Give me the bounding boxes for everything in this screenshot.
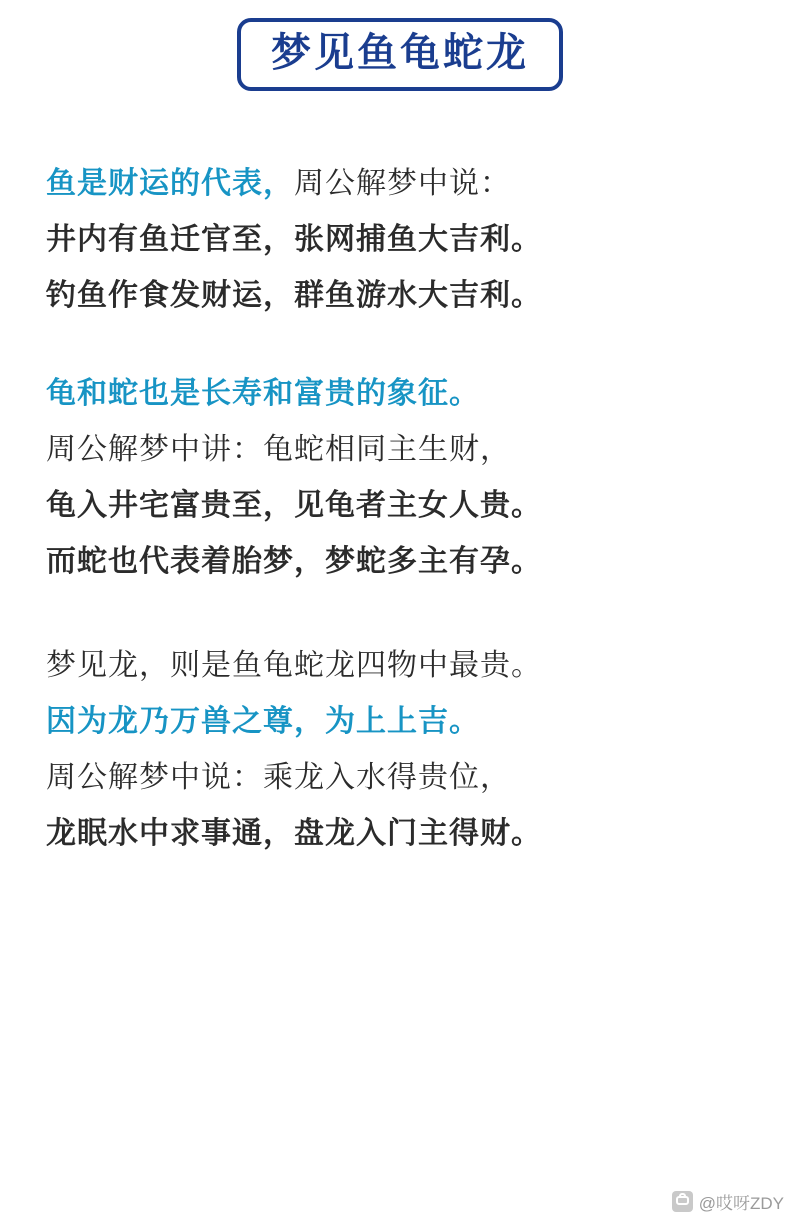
watermark-text: @哎呀ZDY (698, 1194, 784, 1213)
paragraph-turtle-snake (46, 379, 754, 577)
paragraph-dragon (46, 651, 754, 849)
text-line-ts-2: 周公解梦中讲：龟蛇相同主生财， (46, 433, 511, 466)
paragraph-spacer-2 (46, 603, 754, 651)
text-line-ts-1: 龟和蛇也是长寿和富贵的象征。 (46, 377, 480, 410)
text-line-fish-2: 井内有鱼迁官至，张网捕鱼大吉利。 (46, 223, 542, 256)
text-line-fish-1 (46, 169, 754, 199)
line-remainder: 周公解梦中说： (294, 167, 511, 200)
watermark (672, 1189, 784, 1214)
title-container (0, 0, 800, 91)
text-line-dr-2: 因为龙乃万兽之尊，为上上吉。 (46, 705, 480, 738)
paragraph-spacer-1 (46, 337, 754, 379)
text-line-ts-4: 而蛇也代表着胎梦，梦蛇多主有孕。 (46, 545, 542, 578)
text-line-dr-1: 梦见龙，则是鱼龟蛇龙四物中最贵。 (46, 649, 542, 682)
text-line-fish-3: 钓鱼作食发财运，群鱼游水大吉利。 (46, 279, 542, 312)
weibo-icon (672, 1191, 693, 1212)
text-line-dr-4: 龙眠水中求事通，盘龙入门主得财。 (46, 817, 542, 850)
paragraph-fish (46, 169, 754, 311)
page-title: 梦见鱼龟蛇龙 (271, 31, 529, 75)
article-body (0, 169, 800, 849)
title-badge (237, 18, 563, 91)
text-line-ts-3: 龟入井宅富贵至，见龟者主女人贵。 (46, 489, 542, 522)
text-line-dr-3: 周公解梦中说：乘龙入水得贵位， (46, 761, 511, 794)
highlight-phrase: 鱼是财运的代表， (46, 167, 294, 200)
